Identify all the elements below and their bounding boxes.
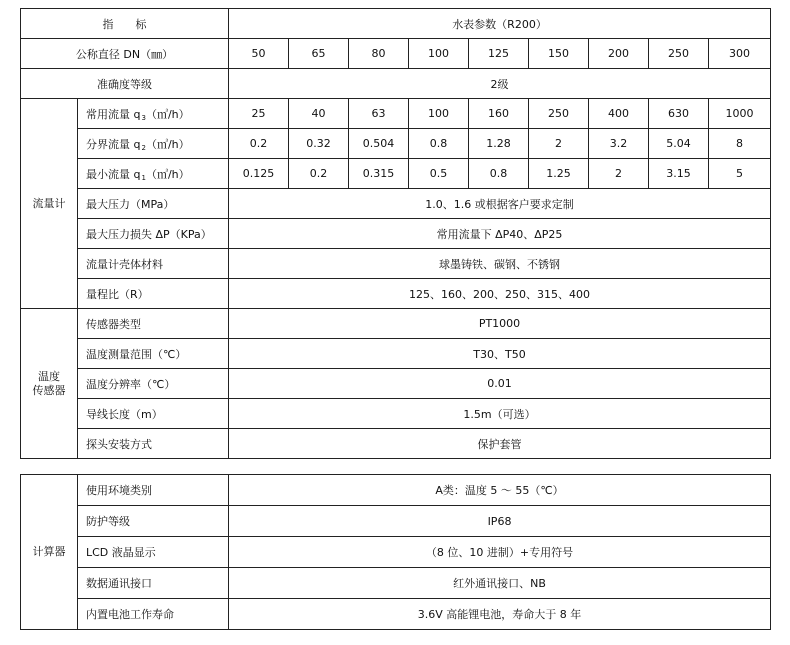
flow-value: 0.125 (229, 159, 289, 189)
lcd-value: （8 位、10 进制）+专用符号 (229, 537, 771, 568)
water-meter-spec-table (20, 8, 771, 459)
wire-length-label: 导线长度（m） (78, 399, 229, 429)
probe-install-row (21, 429, 771, 459)
dn-value: 50 (229, 39, 289, 69)
flow-value: 0.2 (229, 129, 289, 159)
housing-material-row (21, 249, 771, 279)
header-row (21, 9, 771, 39)
flow-label-q2: 分界流量 $q_2(㎥/h)$ (78, 129, 229, 159)
flow-value: 1000 (709, 99, 771, 129)
temp-range-row (21, 339, 771, 369)
probe-install-value: 保护套管 (229, 429, 771, 459)
temp-range-value: T30、T50 (229, 339, 771, 369)
probe-install-label: 探头安装方式 (78, 429, 229, 459)
sensor-type-label: 传感器类型 (78, 309, 229, 339)
dn-value: 250 (649, 39, 709, 69)
flow-value: 0.2 (289, 159, 349, 189)
pressure-loss-value: 常用流量下 ΔP40、ΔP25 (229, 219, 771, 249)
pressure-loss-label: 最大压力损失 ΔP（KPa） (78, 219, 229, 249)
range-ratio-label: 量程比（R） (78, 279, 229, 309)
temp-sensor-group-label: 温度 传感器 (21, 309, 78, 459)
dn-value: 300 (709, 39, 771, 69)
flow-value: 40 (289, 99, 349, 129)
dn-value: 65 (289, 39, 349, 69)
flow-row-q3 (21, 99, 771, 129)
comm-interface-label: 数据通讯接口 (78, 568, 229, 599)
protection-row (21, 506, 771, 537)
battery-life-label: 内置电池工作寿命 (78, 599, 229, 630)
environment-row (21, 475, 771, 506)
flow-value: 5 (709, 159, 771, 189)
flow-value: 0.315 (349, 159, 409, 189)
protection-label: 防护等级 (78, 506, 229, 537)
flow-value: 1.25 (529, 159, 589, 189)
flow-value: 630 (649, 99, 709, 129)
temp-resolution-value: 0.01 (229, 369, 771, 399)
flow-value: 400 (589, 99, 649, 129)
sensor-type-row (21, 309, 771, 339)
accuracy-label: 准确度等级 (21, 69, 229, 99)
protection-value: IP68 (229, 506, 771, 537)
comm-interface-row (21, 568, 771, 599)
wire-length-value: 1.5m（可选） (229, 399, 771, 429)
dn-value: 100 (409, 39, 469, 69)
flow-value: 0.8 (469, 159, 529, 189)
pressure-loss-row (21, 219, 771, 249)
flow-value: 1.28 (469, 129, 529, 159)
dn-value: 200 (589, 39, 649, 69)
flow-value: 25 (229, 99, 289, 129)
dn-value: 125 (469, 39, 529, 69)
flow-value: 8 (709, 129, 771, 159)
calculator-spec-table (20, 474, 771, 630)
lcd-label: LCD 液晶显示 (78, 537, 229, 568)
flow-value: 3.15 (649, 159, 709, 189)
comm-interface-value: 红外通讯接口、NB (229, 568, 771, 599)
flow-value: 0.8 (409, 129, 469, 159)
flow-value: 0.504 (349, 129, 409, 159)
flow-value: 0.32 (289, 129, 349, 159)
housing-material-value: 球墨铸铁、碳钢、不锈钢 (229, 249, 771, 279)
environment-label: 使用环境类别 (78, 475, 229, 506)
flow-value: 250 (529, 99, 589, 129)
flow-value: 3.2 (589, 129, 649, 159)
sensor-type-value: PT1000 (229, 309, 771, 339)
indicator-header: 指 标 (21, 9, 229, 39)
temp-resolution-row (21, 369, 771, 399)
dn-value: 80 (349, 39, 409, 69)
max-pressure-row (21, 189, 771, 219)
max-pressure-value: 1.0、1.6 或根据客户要求定制 (229, 189, 771, 219)
environment-value: A类：温度 5 ～ 55（℃） (229, 475, 771, 506)
temp-range-label: 温度测量范围（℃） (78, 339, 229, 369)
flow-value: 100 (409, 99, 469, 129)
dn-value: 150 (529, 39, 589, 69)
flow-value: 2 (529, 129, 589, 159)
flow-row-q1 (21, 159, 771, 189)
param-header: 水表参数（R200） (229, 9, 771, 39)
flow-row-q2 (21, 129, 771, 159)
lcd-row (21, 537, 771, 568)
range-ratio-value: 125、160、200、250、315、400 (229, 279, 771, 309)
flow-value: 63 (349, 99, 409, 129)
flow-value: 0.5 (409, 159, 469, 189)
flow-value: 160 (469, 99, 529, 129)
dn-row (21, 39, 771, 69)
temp-resolution-label: 温度分辨率（℃） (78, 369, 229, 399)
battery-life-row (21, 599, 771, 630)
flow-label-q1: 最小流量 $q_1(㎥/h)$ (78, 159, 229, 189)
calculator-group-label: 计算器 (21, 475, 78, 630)
range-ratio-row (21, 279, 771, 309)
battery-life-value: 3.6V 高能锂电池，寿命大于 8 年 (229, 599, 771, 630)
flowmeter-group-label: 流量计 (21, 99, 78, 309)
flow-value: 2 (589, 159, 649, 189)
housing-material-label: 流量计壳体材料 (78, 249, 229, 279)
flow-value: 5.04 (649, 129, 709, 159)
wire-length-row (21, 399, 771, 429)
max-pressure-label: 最大压力（MPa） (78, 189, 229, 219)
accuracy-row (21, 69, 771, 99)
flow-label-q3: 常用流量 $q_3(㎥/h)$ (78, 99, 229, 129)
accuracy-value: 2级 (229, 69, 771, 99)
dn-label: 公称直径 DN（㎜） (21, 39, 229, 69)
